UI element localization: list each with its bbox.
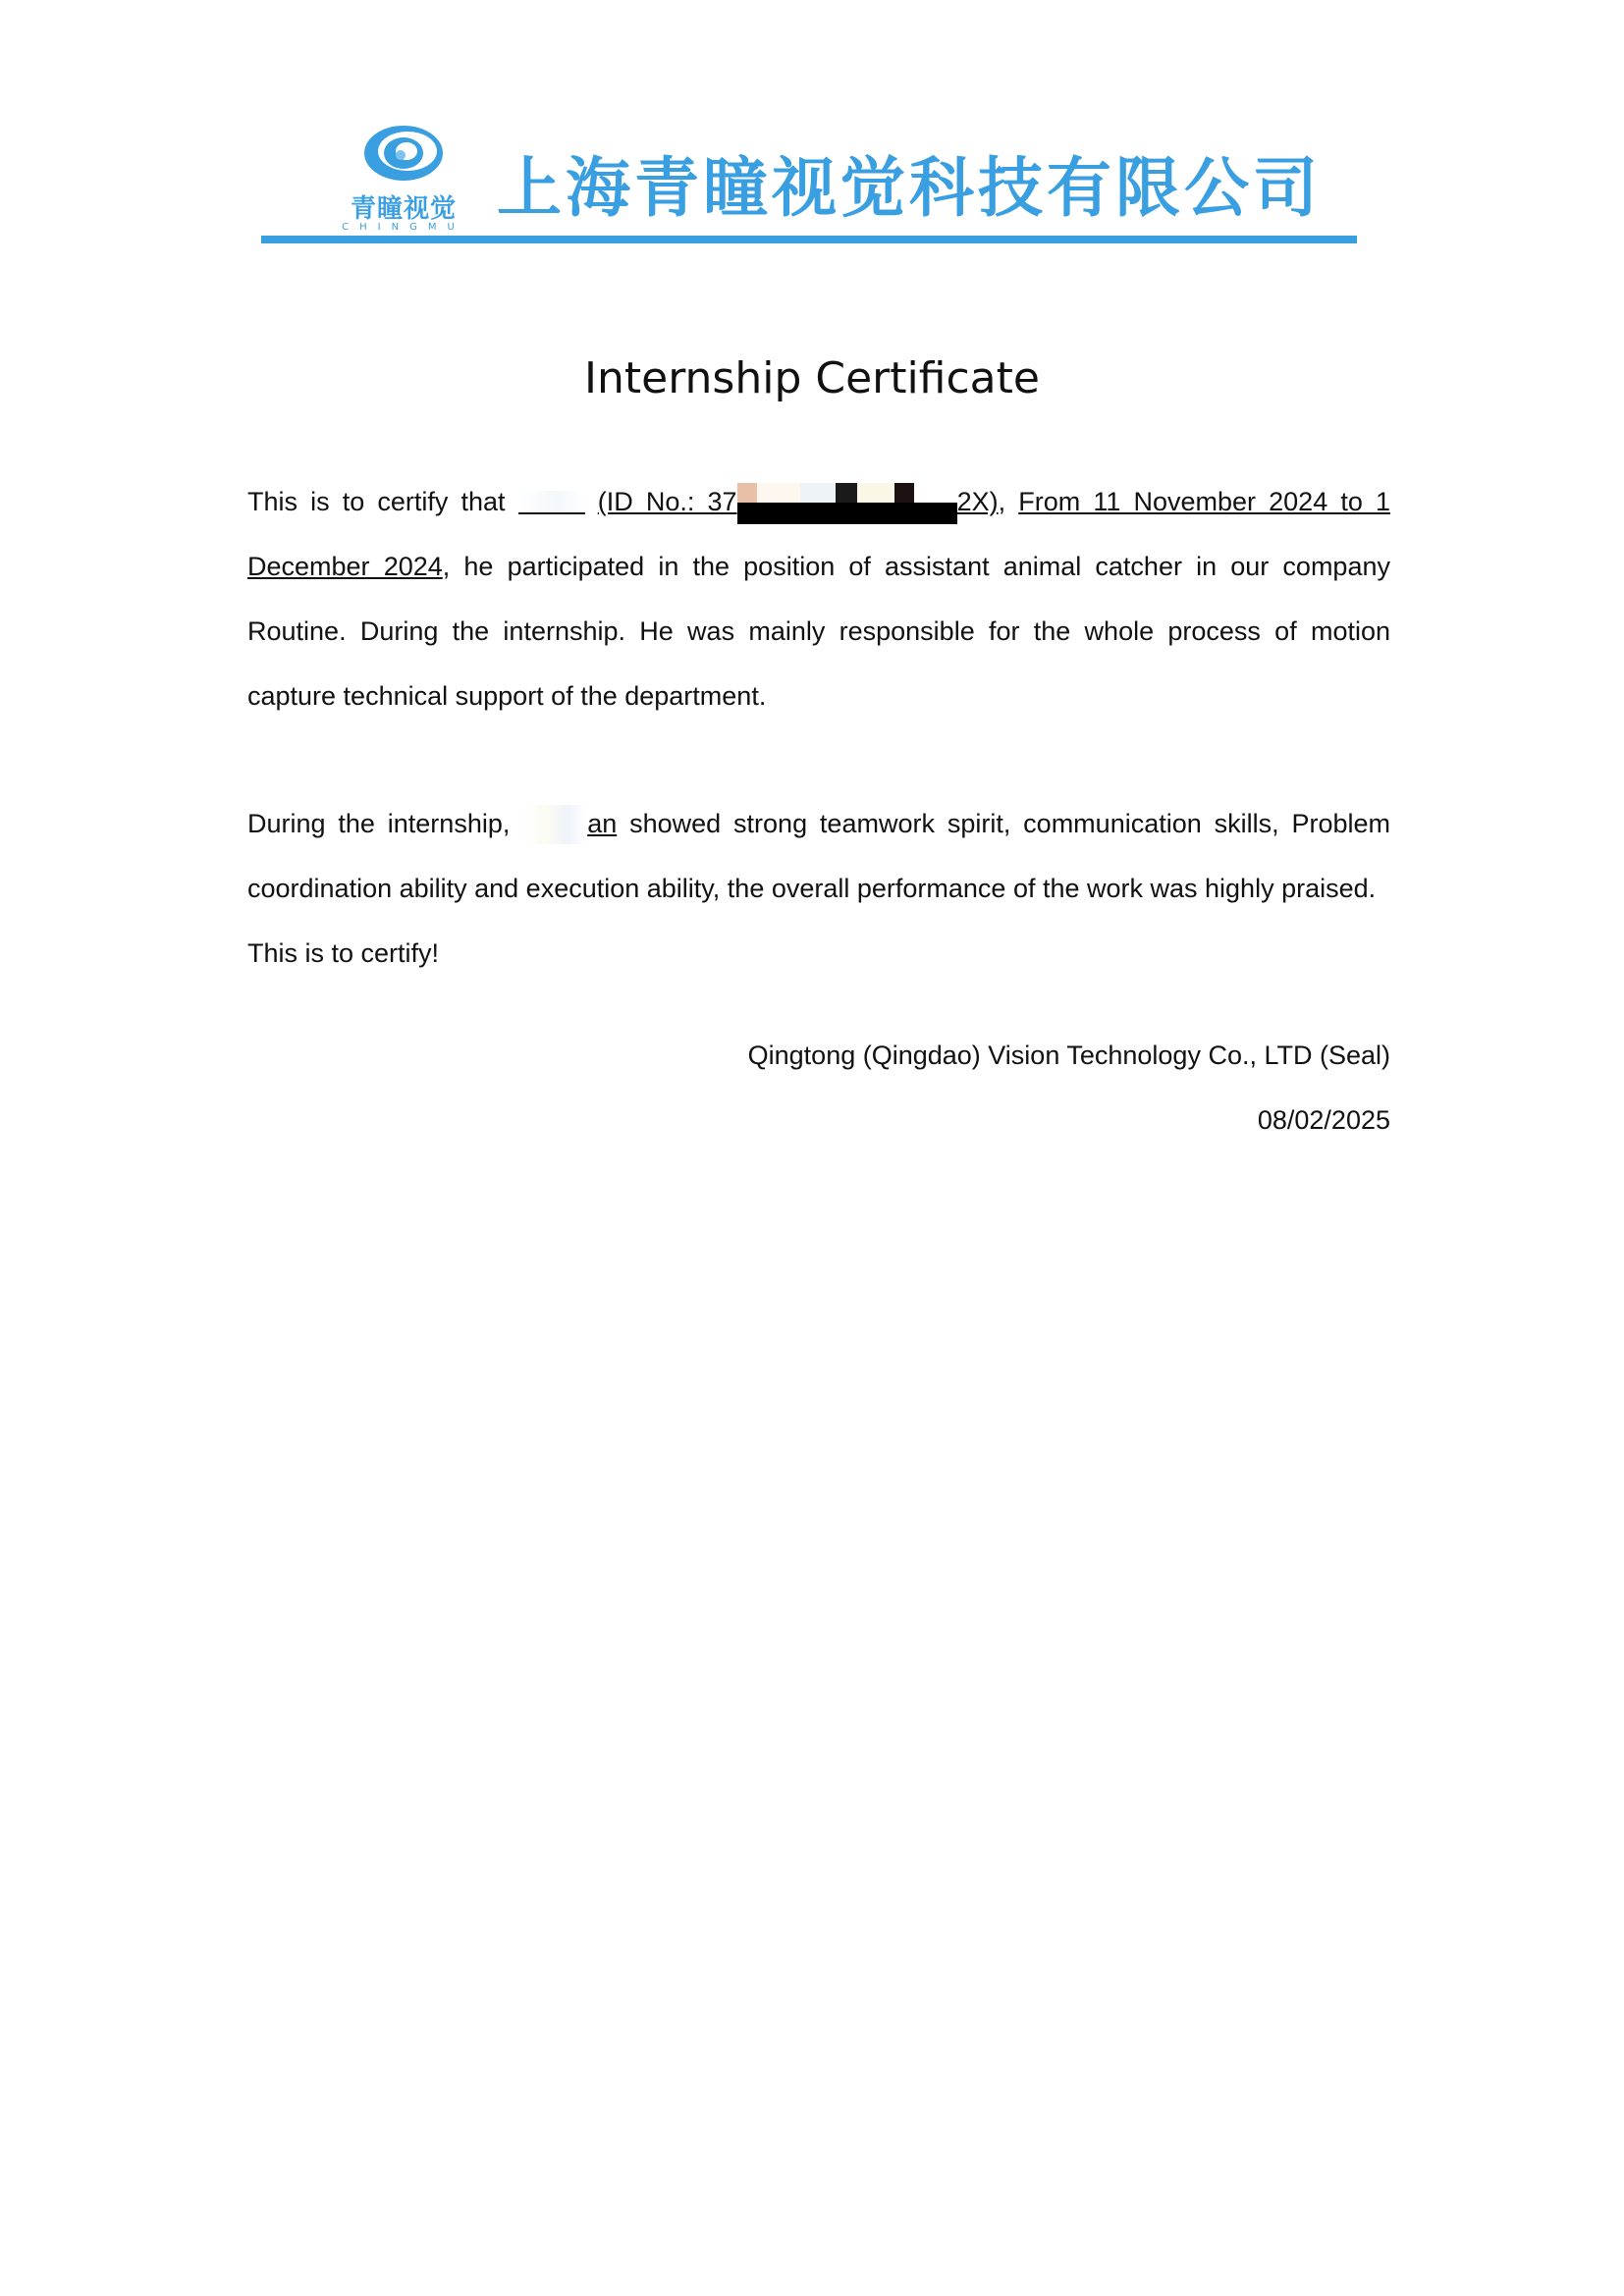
- id-number-suffix: 2X): [956, 487, 999, 516]
- id-number-prefix: (ID No.: 37: [597, 487, 737, 516]
- company-chinese-name: 上海青瞳视觉科技有限公司: [497, 150, 1322, 226]
- redacted-name-2: [522, 805, 587, 844]
- closing-line: This is to certify!: [247, 938, 440, 968]
- certificate-paragraph-1: This is to certify that (ID No.: 37 2X), From 11 November 2024 to 1 December 2024, he participated in the position of assistant animal catcher in our company Routine. During the internship. He was mainly responsible for the whole process of motion capture technical support of the department.: [247, 469, 1390, 728]
- eye-logo-icon: [332, 118, 475, 188]
- issue-date: 08/02/2025: [1257, 1105, 1390, 1135]
- redacted-id-number: [737, 483, 957, 524]
- page-title: Internship Certificate: [584, 353, 1040, 403]
- paragraph2-intro: During the internship,: [247, 809, 511, 838]
- internship-period: From 11 November 2024 to 1 December 2024: [247, 487, 1390, 581]
- redacted-name: [518, 491, 585, 514]
- logo-english-name: CHINGMU: [342, 222, 465, 233]
- certificate-paragraph-2: [247, 791, 1390, 986]
- logo-chinese-name: 青瞳视觉: [350, 194, 457, 224]
- paragraph1-body: , he participated in the position of assistant animal catcher in our company Routine. During the internship. He was mainly responsible for the whole process of motion capture technical support of the department.: [247, 552, 1390, 711]
- letterhead: [261, 108, 1357, 245]
- intro-text: This is to certify that: [247, 487, 506, 516]
- issuing-company: Qingtong (Qingdao) Vision Technology Co., LTD (Seal): [747, 1041, 1390, 1070]
- company-logo: [332, 118, 475, 236]
- name-tail: an: [587, 809, 618, 838]
- paragraph2-body: showed strong teamwork spirit, communication skills, Problem coordination ability and execution ability, the overall performance of the work was highly praised.: [247, 809, 1390, 903]
- header-divider: [261, 236, 1357, 243]
